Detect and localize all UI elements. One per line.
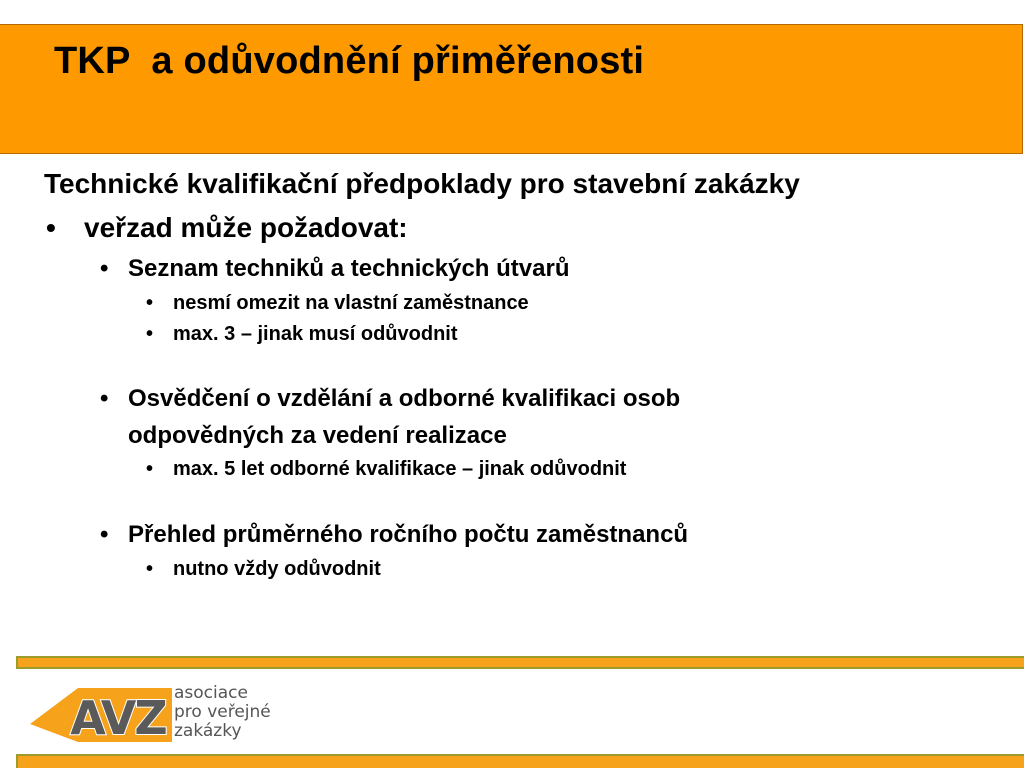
logo-letters: AVZ <box>70 691 166 745</box>
sub-item: max. 3 – jinak musí odůvodnit <box>173 323 458 345</box>
avz-logo <box>26 684 176 746</box>
footer-divider-top <box>16 656 1024 669</box>
logo-tagline <box>174 684 271 741</box>
footer-divider-bottom <box>16 754 1024 768</box>
main-bullet: veřzad může požadovat: <box>84 212 408 243</box>
bullet-icon: • <box>146 558 154 580</box>
list-item-employees: Přehled průměrného ročního počtu zaměstnanců <box>128 521 689 548</box>
bullet-icon: • <box>100 521 109 548</box>
bullet-icon: • <box>146 458 154 480</box>
tagline-line: zakázky <box>174 721 242 741</box>
list-item-technicians: Seznam techniků a technických útvarů <box>128 255 570 282</box>
sub-item: nesmí omezit na vlastní zaměstnance <box>173 292 529 314</box>
bullet-icon: • <box>46 212 56 243</box>
sub-item: nutno vždy odůvodnit <box>173 558 381 580</box>
bullet-icon: • <box>146 292 154 314</box>
bullet-icon: • <box>100 385 109 412</box>
bullet-icon: • <box>100 255 109 282</box>
bullet-icon: • <box>146 323 154 345</box>
sub-item: max. 5 let odborné kvalifikace – jinak odůvodnit <box>173 458 627 480</box>
list-item-qualification-line1: Osvědčení o vzdělání a odborné kvalifikaci osob <box>128 385 681 412</box>
list-item-qualification-line2: odpovědných za vedení realizace <box>128 422 507 449</box>
slide-title: TKP a odůvodnění přiměřenosti <box>54 40 645 82</box>
section-heading: Technické kvalifikační předpoklady pro stavební zakázky <box>44 168 800 199</box>
tagline-line: asociace <box>174 683 248 703</box>
tagline-line: pro veřejné <box>174 702 271 722</box>
